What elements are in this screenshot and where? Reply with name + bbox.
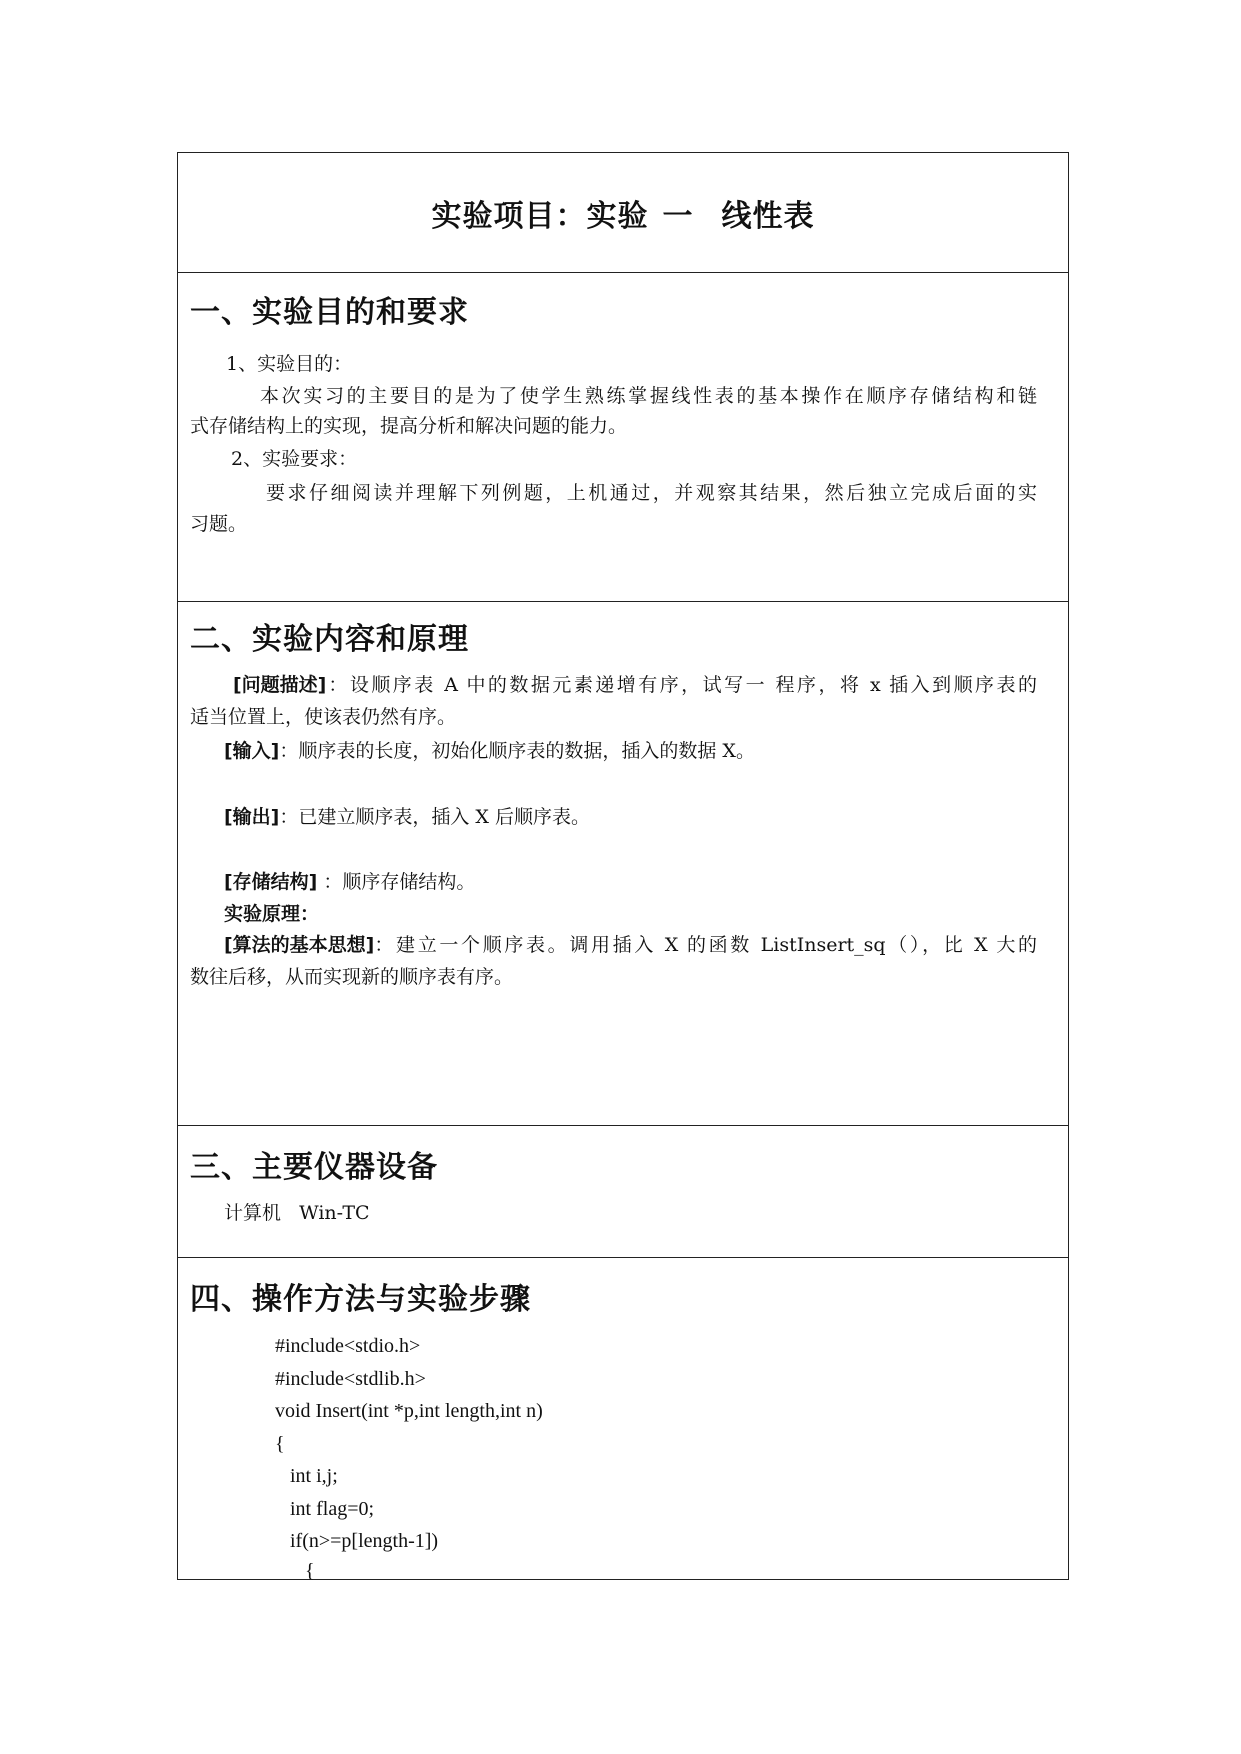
section-content-principle (178, 602, 1068, 1126)
algorithm-label: [算法的基本思想] (224, 934, 375, 956)
title-row (178, 153, 1068, 273)
input-label: [输入] (224, 740, 280, 762)
code-line: { (275, 1560, 315, 1582)
section-purpose (178, 273, 1068, 602)
code-line: void Insert(int *p,int length,int n) (275, 1400, 543, 1422)
title-number: 一 (662, 199, 694, 234)
requirement-text-line: 习题。 (190, 513, 248, 535)
purpose-label: 1、实验目的： (226, 353, 353, 375)
problem-text-line: 适当位置上，使该表仍然有序。 (190, 706, 457, 728)
section-steps (178, 1258, 1068, 1581)
section-heading: 二、实验内容和原理 (190, 622, 469, 657)
output-line (224, 808, 590, 827)
storage-label: [存储结构] (224, 871, 318, 893)
title-label: 实验项目： (431, 199, 587, 234)
title-experiment: 实验 (586, 199, 649, 234)
principle-label: 实验原理： (224, 903, 320, 925)
algorithm-line (224, 936, 1037, 958)
section-heading: 三、主要仪器设备 (190, 1150, 438, 1185)
code-line: int i,j; (275, 1465, 338, 1487)
code-line: { (275, 1433, 285, 1455)
section-heading: 一、实验目的和要求 (190, 295, 469, 330)
requirement-label: 2、实验要求： (231, 448, 358, 470)
input-text: ：顺序表的长度，初始化顺序表的数据，插入的数据 X。 (279, 740, 755, 762)
output-label: [输出] (224, 806, 280, 828)
output-text: ：已建立顺序表，插入 X 后顺序表。 (279, 806, 590, 828)
code-line: int flag=0; (275, 1498, 375, 1520)
purpose-text-line: 本次实习的主要目的是为了使学生熟练掌握线性表的基本操作在顺序存储结构和链 (260, 385, 1037, 407)
algorithm-text-line: 数往后移，从而实现新的顺序表有序。 (190, 966, 514, 988)
code-line: #include<stdio.h> (275, 1335, 421, 1357)
problem-label: [问题描述] (233, 674, 327, 696)
input-line (224, 742, 755, 761)
problem-text-line: ：设顺序表 A 中的数据元素递增有序，试写一 程序，将 x 插入到顺序表的 (328, 674, 1037, 696)
section-equipment (178, 1126, 1068, 1258)
problem-line (233, 676, 1037, 698)
purpose-text-line: 式存储结构上的实现，提高分析和解决问题的能力。 (190, 415, 628, 437)
requirement-text-line: 要求仔细阅读并理解下列例题，上机通过，并观察其结果，然后独立完成后面的实 (266, 482, 1037, 504)
storage-line (224, 873, 475, 892)
code-line: if(n>=p[length-1]) (275, 1530, 439, 1552)
section-heading: 四、操作方法与实验步骤 (190, 1282, 531, 1317)
equipment-text: 计算机 Win-TC (224, 1202, 370, 1224)
document-title (178, 191, 1068, 235)
algorithm-text-line: ：建立一个顺序表。调用插入 X 的函数 ListInsert_sq（），比 X 大的 (374, 934, 1037, 956)
title-topic: 线性表 (721, 199, 815, 234)
code-line: #include<stdlib.h> (275, 1368, 426, 1390)
lab-report-table (177, 152, 1069, 1580)
storage-text: ：顺序存储结构。 (317, 871, 476, 893)
